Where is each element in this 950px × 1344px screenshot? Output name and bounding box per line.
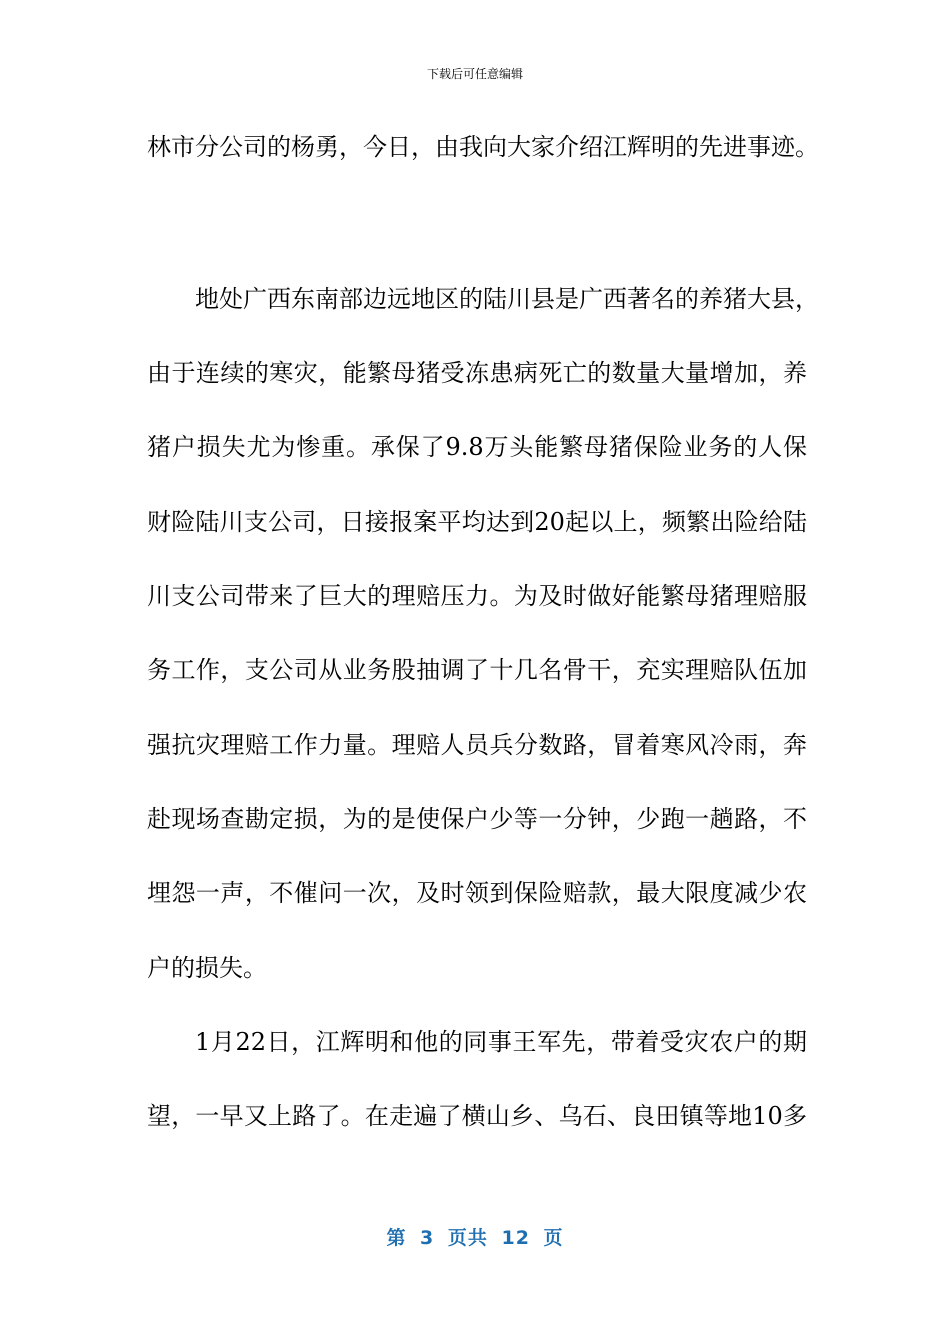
text-line: 埋怨一声，不催问一次，及时领到保险赔款，最大限度减少农 — [147, 879, 807, 907]
text-line: 林市分公司的杨勇，今日，由我向大家介绍江辉明的先进事迹。 — [147, 133, 819, 161]
text-line: 1月22日，江辉明和他的同事王军先，带着受灾农户的期 — [195, 1028, 807, 1056]
header-note: 下载后可任意编辑 — [426, 67, 523, 81]
text-line: 强抗灾理赔工作力量。理赔人员兵分数路，冒着寒风冷雨，奔 — [147, 731, 807, 759]
text-line: 猪户损失尤为惨重。承保了9.8万头能繁母猪保险业务的人保 — [147, 433, 807, 461]
text-line: 地处广西东南部边远地区的陆川县是广西著名的养猪大县， — [195, 285, 819, 313]
page-number-footer: 第 3 页共 12 页 — [386, 1227, 564, 1249]
text-line: 赴现场查勘定损，为的是使保户少等一分钟，少跑一趟路，不 — [147, 805, 807, 833]
text-line: 望，一早又上路了。在走遍了横山乡、乌石、良田镇等地10多 — [147, 1102, 807, 1130]
text-line: 务工作，支公司从业务股抽调了十几名骨干，充实理赔队伍加 — [147, 656, 807, 684]
text-line: 川支公司带来了巨大的理赔压力。为及时做好能繁母猪理赔服 — [147, 582, 807, 610]
text-line: 户的损失。 — [147, 954, 267, 982]
text-line: 财险陆川支公司，日接报案平均达到20起以上，频繁出险给陆 — [147, 508, 807, 536]
text-line: 由于连续的寒灾，能繁母猪受冻患病死亡的数量大量增加，养 — [147, 359, 807, 387]
